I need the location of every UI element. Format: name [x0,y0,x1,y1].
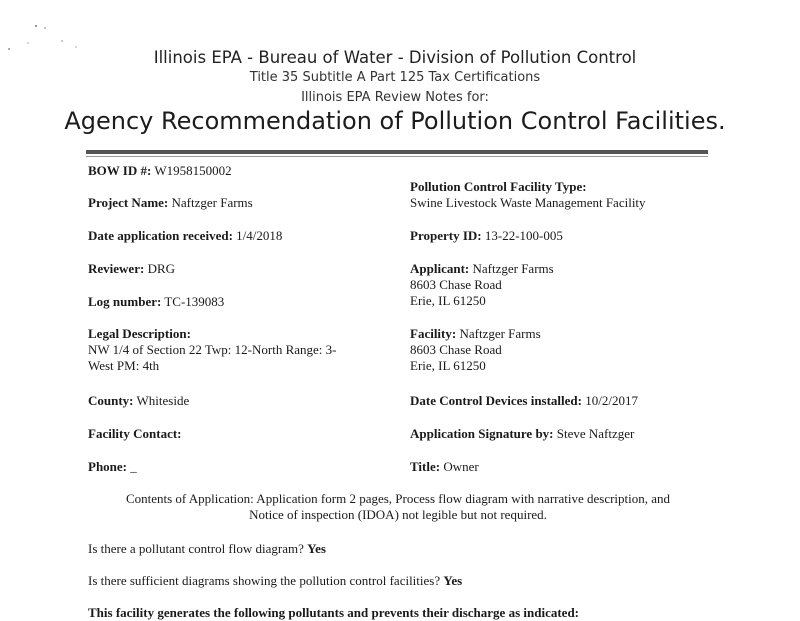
title-value: Owner [443,459,479,474]
header-review-notes-line: Illinois EPA Review Notes for: [301,90,489,105]
applicant-label: Applicant: [410,261,470,276]
question-sufficient-diagrams [88,573,462,589]
signer-title [410,459,479,475]
pollutants-heading: This facility generates the following pollutants and prevents their discharge as indicated: [88,605,579,620]
facility-type-label: Pollution Control Facility Type: [410,179,587,194]
header-rule-thin [86,156,708,157]
project-name [88,195,253,211]
legal-description-line2: West PM: 4th [88,358,160,373]
question-flow-diagram [88,541,326,557]
date-installed [410,393,638,409]
facility-city: Erie, IL 61250 [410,358,486,373]
property-id-label: Property ID: [410,228,482,243]
applicant-city: Erie, IL 61250 [410,293,486,308]
contents-line1: Contents of Application: Application form 2 pages, Process flow diagram with narrative description, and [125,491,671,506]
reviewer-value: DRG [147,261,176,276]
application-signature [410,426,634,442]
property-id [410,228,563,244]
project-name-label: Project Name: [88,195,169,210]
date-received-value: 1/4/2018 [236,228,283,243]
property-id-value: 13-22-100-005 [484,228,563,243]
reviewer-label: Reviewer: [88,261,145,276]
log-number-label: Log number: [88,294,162,309]
legal-description-label: Legal Description: [88,326,191,341]
document-title: Agency Recommendation of Pollution Control Facilities. [64,107,726,135]
facility-label: Facility: [410,326,457,341]
applicant-street: 8603 Chase Road [410,277,502,292]
county [88,393,189,409]
scan-specks [0,0,120,80]
date-received-label: Date application received: [88,228,233,243]
bow-id [88,163,232,179]
project-name-value: Naftzger Farms [171,195,253,210]
bow-id-label: BOW ID #: [88,163,152,178]
county-label: County: [88,393,134,408]
phone-label: Phone: [88,459,127,474]
question-sufficient-diagrams-answer: Yes [443,573,463,588]
title-label: Title: [410,459,441,474]
log-number-value: TC-139083 [164,294,225,309]
facility-type [410,179,646,211]
bow-id-value: W1958150002 [154,163,232,178]
question-sufficient-diagrams-text: Is there sufficient diagrams showing the pollution control facilities? [88,573,441,588]
facility [410,326,541,374]
contents-of-application [88,491,708,523]
legal-description-line1: NW 1/4 of Section 22 Twp: 12-North Range: 3- [88,342,337,357]
phone-value: _ [130,459,137,474]
date-installed-value: 10/2/2017 [585,393,638,408]
header-title-line: Title 35 Subtitle A Part 125 Tax Certifications [249,70,541,85]
legal-description [88,326,336,374]
header-agency-line: Illinois EPA - Bureau of Water - Division of Pollution Control [153,48,637,67]
log-number [88,294,224,310]
county-value: Whiteside [136,393,190,408]
facility-contact [88,426,182,442]
phone [88,459,137,475]
facility-contact-label: Facility Contact: [88,426,182,441]
date-received [88,228,282,244]
applicant [410,261,554,309]
reviewer [88,261,175,277]
facility-type-value: Swine Livestock Waste Management Facility [410,195,646,210]
applicant-name: Naftzger Farms [472,261,554,276]
question-flow-diagram-text: Is there a pollutant control flow diagram? [88,541,304,556]
facility-name: Naftzger Farms [459,326,541,341]
date-installed-label: Date Control Devices installed: [410,393,582,408]
header-rule [86,150,708,154]
signature-value: Steve Naftzger [556,426,635,441]
facility-street: 8603 Chase Road [410,342,502,357]
contents-line2: Notice of inspection (IDOA) not legible but not required. [249,507,547,522]
question-flow-diagram-answer: Yes [307,541,326,556]
signature-label: Application Signature by: [410,426,554,441]
